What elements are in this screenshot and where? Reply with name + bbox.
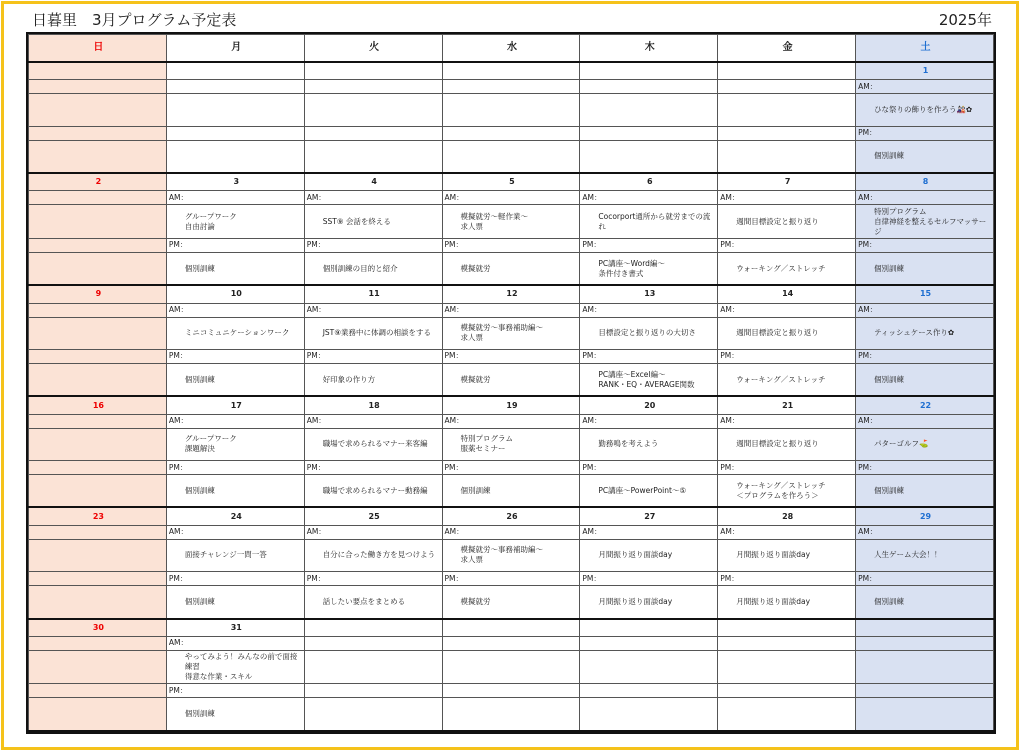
pm-label: PM： [166, 684, 304, 698]
am-label: AM： [442, 525, 580, 539]
am-label: AM： [442, 303, 580, 317]
pm-label: PM： [580, 349, 718, 363]
am-program: 模擬就労～事務補助編～ 求人票 [442, 317, 580, 349]
pm-program: 個別訓練 [856, 363, 994, 396]
am-label: AM： [166, 303, 304, 317]
am-program [29, 428, 167, 460]
pm-program [856, 698, 994, 731]
week-6-pm-program-row [29, 698, 994, 731]
week-3-pm-label-row [29, 349, 994, 363]
date-cell [580, 619, 718, 637]
date-cell: 10 [166, 285, 304, 303]
date-cell: 30 [29, 619, 167, 637]
am-program [304, 650, 442, 683]
pm-label: PM： [442, 461, 580, 475]
week-6-am-program-row [29, 650, 994, 683]
week-5-am-program-row [29, 539, 994, 571]
pm-label [29, 461, 167, 475]
am-program: ひな祭りの飾りを作ろう🎎✿ [856, 94, 994, 126]
date-cell [442, 619, 580, 637]
date-cell: 8 [856, 173, 994, 191]
date-cell: 12 [442, 285, 580, 303]
am-label: AM： [166, 636, 304, 650]
am-label: AM： [304, 525, 442, 539]
am-label: AM： [856, 525, 994, 539]
date-cell: 1 [856, 62, 994, 80]
am-program: JST⑨業務中に体調の相談をする [304, 317, 442, 349]
week-5-am-label-row [29, 525, 994, 539]
am-program [856, 650, 994, 683]
am-program: グループワーク 自由討論 [166, 205, 304, 238]
pm-label [29, 126, 167, 140]
am-program: 特別プログラム 服薬セミナー [442, 428, 580, 460]
am-program: 自分に合った働き方を見つけよう [304, 539, 442, 571]
am-label: AM： [442, 414, 580, 428]
weekday-header-row [29, 35, 994, 63]
pm-label [166, 126, 304, 140]
am-program [718, 650, 856, 683]
date-cell: 27 [580, 507, 718, 525]
date-cell: 13 [580, 285, 718, 303]
week-3-pm-program-row [29, 363, 994, 396]
pm-program: 個別訓練の目的と紹介 [304, 252, 442, 285]
date-cell: 15 [856, 285, 994, 303]
pm-program: 個別訓練 [166, 475, 304, 508]
pm-program: 模擬就労 [442, 363, 580, 396]
pm-program: PC講座～PowerPoint～⑤ [580, 475, 718, 508]
date-cell [29, 62, 167, 80]
am-program: Cocorport通所から就労までの流れ [580, 205, 718, 238]
date-cell: 20 [580, 396, 718, 414]
am-label: AM： [856, 414, 994, 428]
date-cell: 19 [442, 396, 580, 414]
pm-label [718, 684, 856, 698]
pm-label: PM： [856, 349, 994, 363]
pm-label [29, 572, 167, 586]
pm-label: PM： [166, 461, 304, 475]
pm-program [718, 698, 856, 731]
pm-program: 月間振り返り面談day [580, 586, 718, 619]
weekday-sun: 日 [29, 35, 167, 63]
am-program: 週間目標設定と振り返り [718, 205, 856, 238]
weekday-tue: 火 [304, 35, 442, 63]
am-label: AM： [166, 525, 304, 539]
am-label [29, 303, 167, 317]
week-6-pm-label-row [29, 684, 994, 698]
week-2-date-cell-row [29, 173, 994, 191]
am-label: AM： [718, 414, 856, 428]
year-label: 2025年 [938, 11, 992, 29]
date-cell: 4 [304, 173, 442, 191]
pm-label: PM： [580, 461, 718, 475]
date-cell: 11 [304, 285, 442, 303]
am-label [29, 414, 167, 428]
week-5-pm-label-row [29, 572, 994, 586]
pm-program: 好印象の作り方 [304, 363, 442, 396]
pm-program [29, 252, 167, 285]
date-cell: 24 [166, 507, 304, 525]
week-4-pm-label-row [29, 461, 994, 475]
pm-program [29, 586, 167, 619]
am-program: 模擬就労～事務補助編～ 求人票 [442, 539, 580, 571]
am-program [580, 94, 718, 126]
weekday-fri: 金 [718, 35, 856, 63]
am-program [29, 650, 167, 683]
am-label: AM： [718, 525, 856, 539]
am-program: 月間振り返り面談day [580, 539, 718, 571]
date-cell [166, 62, 304, 80]
am-label [580, 80, 718, 94]
pm-label: PM： [580, 238, 718, 252]
pm-program [718, 140, 856, 173]
date-cell: 31 [166, 619, 304, 637]
am-label [29, 525, 167, 539]
date-cell [856, 619, 994, 637]
pm-program: 個別訓練 [856, 140, 994, 173]
am-label [856, 636, 994, 650]
pm-label: PM： [166, 349, 304, 363]
pm-program [29, 698, 167, 731]
am-program [442, 94, 580, 126]
date-cell [442, 62, 580, 80]
week-4-pm-program-row [29, 475, 994, 508]
pm-label [29, 684, 167, 698]
am-label [442, 636, 580, 650]
am-program: 週間目標設定と振り返り [718, 317, 856, 349]
pm-program: 職場で求められるマナー動務編 [304, 475, 442, 508]
am-label: AM： [718, 303, 856, 317]
week-4-am-label-row [29, 414, 994, 428]
am-program [29, 317, 167, 349]
pm-label [29, 349, 167, 363]
week-2-am-program-row [29, 205, 994, 238]
am-program: 面接チャレンジ一問一答 [166, 539, 304, 571]
week-6-date-cell-row [29, 619, 994, 637]
pm-program [442, 140, 580, 173]
pm-program: 個別訓練 [166, 698, 304, 731]
pm-program: 個別訓練 [856, 475, 994, 508]
pm-program: 話したい要点をまとめる [304, 586, 442, 619]
pm-label [580, 126, 718, 140]
am-label [718, 80, 856, 94]
pm-label: PM： [442, 572, 580, 586]
am-label: AM： [580, 525, 718, 539]
pm-label [29, 238, 167, 252]
week-1-am-label-row [29, 80, 994, 94]
am-label: AM： [442, 191, 580, 205]
date-cell: 6 [580, 173, 718, 191]
pm-program: PC講座～Word編～ 条件付き書式 [580, 252, 718, 285]
am-label [304, 80, 442, 94]
am-label: AM： [166, 191, 304, 205]
am-label [29, 191, 167, 205]
am-label: AM： [856, 191, 994, 205]
pm-program: 個別訓練 [856, 586, 994, 619]
am-label: AM： [580, 414, 718, 428]
am-label [166, 80, 304, 94]
am-label: AM： [304, 191, 442, 205]
am-label: AM： [166, 414, 304, 428]
pm-program [166, 140, 304, 173]
am-program: 特別プログラム 自律神経を整えるセルフマッサージ [856, 205, 994, 238]
am-label: AM： [856, 303, 994, 317]
pm-label: PM： [442, 238, 580, 252]
am-label [304, 636, 442, 650]
date-cell: 26 [442, 507, 580, 525]
pm-program: 個別訓練 [856, 252, 994, 285]
date-cell: 29 [856, 507, 994, 525]
week-4-am-program-row [29, 428, 994, 460]
pm-label: PM： [718, 238, 856, 252]
pm-label: PM： [166, 572, 304, 586]
pm-program [304, 140, 442, 173]
week-3-am-label-row [29, 303, 994, 317]
week-5-pm-program-row [29, 586, 994, 619]
am-program [442, 650, 580, 683]
pm-program: ウォーキング／ストレッチ ＜プログラムを作ろう＞ [718, 475, 856, 508]
pm-program: ウォーキング／ストレッチ [718, 252, 856, 285]
pm-label: PM： [304, 572, 442, 586]
pm-label: PM： [856, 461, 994, 475]
week-1-pm-program-row [29, 140, 994, 173]
pm-label [856, 684, 994, 698]
pm-label: PM： [442, 349, 580, 363]
pm-program: 個別訓練 [442, 475, 580, 508]
am-label: AM： [856, 80, 994, 94]
week-5-date-cell-row [29, 507, 994, 525]
am-program: 目標設定と振り返りの大切さ [580, 317, 718, 349]
date-cell: 28 [718, 507, 856, 525]
pm-label: PM： [856, 126, 994, 140]
pm-program [304, 698, 442, 731]
date-cell: 7 [718, 173, 856, 191]
week-2-am-label-row [29, 191, 994, 205]
pm-program [580, 140, 718, 173]
am-program [29, 94, 167, 126]
am-label [29, 80, 167, 94]
pm-label: PM： [856, 572, 994, 586]
week-4-date-cell-row [29, 396, 994, 414]
am-program: 職場で求められるマナー来客編 [304, 428, 442, 460]
pm-program: 模擬就労 [442, 252, 580, 285]
date-cell: 14 [718, 285, 856, 303]
pm-program: 個別訓練 [166, 363, 304, 396]
pm-label: PM： [304, 461, 442, 475]
am-label [442, 80, 580, 94]
date-cell: 18 [304, 396, 442, 414]
am-label: AM： [718, 191, 856, 205]
am-program [304, 94, 442, 126]
date-cell: 9 [29, 285, 167, 303]
date-cell: 23 [29, 507, 167, 525]
pm-program [29, 475, 167, 508]
am-program: グループワーク 課題解決 [166, 428, 304, 460]
am-program: ティッシュケース作り✿ [856, 317, 994, 349]
pm-program: 個別訓練 [166, 586, 304, 619]
week-1-pm-label-row [29, 126, 994, 140]
am-label [718, 636, 856, 650]
date-cell [718, 619, 856, 637]
pm-label [580, 684, 718, 698]
weekday-thu: 木 [580, 35, 718, 63]
weekday-wed: 水 [442, 35, 580, 63]
am-label: AM： [580, 191, 718, 205]
date-cell [304, 619, 442, 637]
am-program: 勤務鳴を考えよう [580, 428, 718, 460]
week-3-date-cell-row [29, 285, 994, 303]
am-program [29, 205, 167, 238]
pm-program: PC講座～Excel編～ RANK・EQ・AVERAGE関数 [580, 363, 718, 396]
pm-label: PM： [718, 349, 856, 363]
pm-program: 月間振り返り面談day [718, 586, 856, 619]
am-program [718, 94, 856, 126]
week-3-am-program-row [29, 317, 994, 349]
pm-label [442, 126, 580, 140]
page-title: 日暮里 3月プログラム予定表 [32, 11, 237, 29]
am-program: 模擬就労～軽作業～ 求人票 [442, 205, 580, 238]
pm-label: PM： [166, 238, 304, 252]
am-program: パターゴルフ⛳ [856, 428, 994, 460]
week-2-pm-label-row [29, 238, 994, 252]
am-program: 人生ゲーム大会！！ [856, 539, 994, 571]
pm-program [580, 698, 718, 731]
pm-label [304, 684, 442, 698]
am-label: AM： [304, 414, 442, 428]
date-cell: 5 [442, 173, 580, 191]
am-program [166, 94, 304, 126]
am-program: SST⑨ 会話を終える [304, 205, 442, 238]
date-cell: 17 [166, 396, 304, 414]
date-cell [580, 62, 718, 80]
am-label: AM： [580, 303, 718, 317]
pm-label: PM： [304, 238, 442, 252]
schedule-calendar [28, 34, 994, 732]
date-cell: 3 [166, 173, 304, 191]
pm-label: PM： [718, 572, 856, 586]
pm-label [718, 126, 856, 140]
pm-label: PM： [580, 572, 718, 586]
am-label: AM： [304, 303, 442, 317]
date-cell [304, 62, 442, 80]
date-cell: 22 [856, 396, 994, 414]
week-6-am-label-row [29, 636, 994, 650]
weekday-mon: 月 [166, 35, 304, 63]
am-program [29, 539, 167, 571]
date-cell: 25 [304, 507, 442, 525]
week-2-pm-program-row [29, 252, 994, 285]
date-cell: 2 [29, 173, 167, 191]
pm-label: PM： [856, 238, 994, 252]
week-1-date-cell-row [29, 62, 994, 80]
date-cell [718, 62, 856, 80]
pm-program [29, 140, 167, 173]
pm-label: PM： [718, 461, 856, 475]
pm-program [29, 363, 167, 396]
am-program: 週間目標設定と振り返り [718, 428, 856, 460]
pm-label [442, 684, 580, 698]
am-program: ミニコミュニケーションワーク [166, 317, 304, 349]
weekday-sat: 土 [856, 35, 994, 63]
pm-program: 個別訓練 [166, 252, 304, 285]
am-program [580, 650, 718, 683]
am-program: 月間振り返り面談day [718, 539, 856, 571]
pm-program [442, 698, 580, 731]
pm-program: 模擬就労 [442, 586, 580, 619]
date-cell: 16 [29, 396, 167, 414]
am-label [580, 636, 718, 650]
week-1-am-program-row [29, 94, 994, 126]
date-cell: 21 [718, 396, 856, 414]
am-program: やってみよう！みんなの前で面接練習 得意な作業・スキル [166, 650, 304, 683]
pm-label: PM： [304, 349, 442, 363]
pm-program: ウォーキング／ストレッチ [718, 363, 856, 396]
am-label [29, 636, 167, 650]
pm-label [304, 126, 442, 140]
